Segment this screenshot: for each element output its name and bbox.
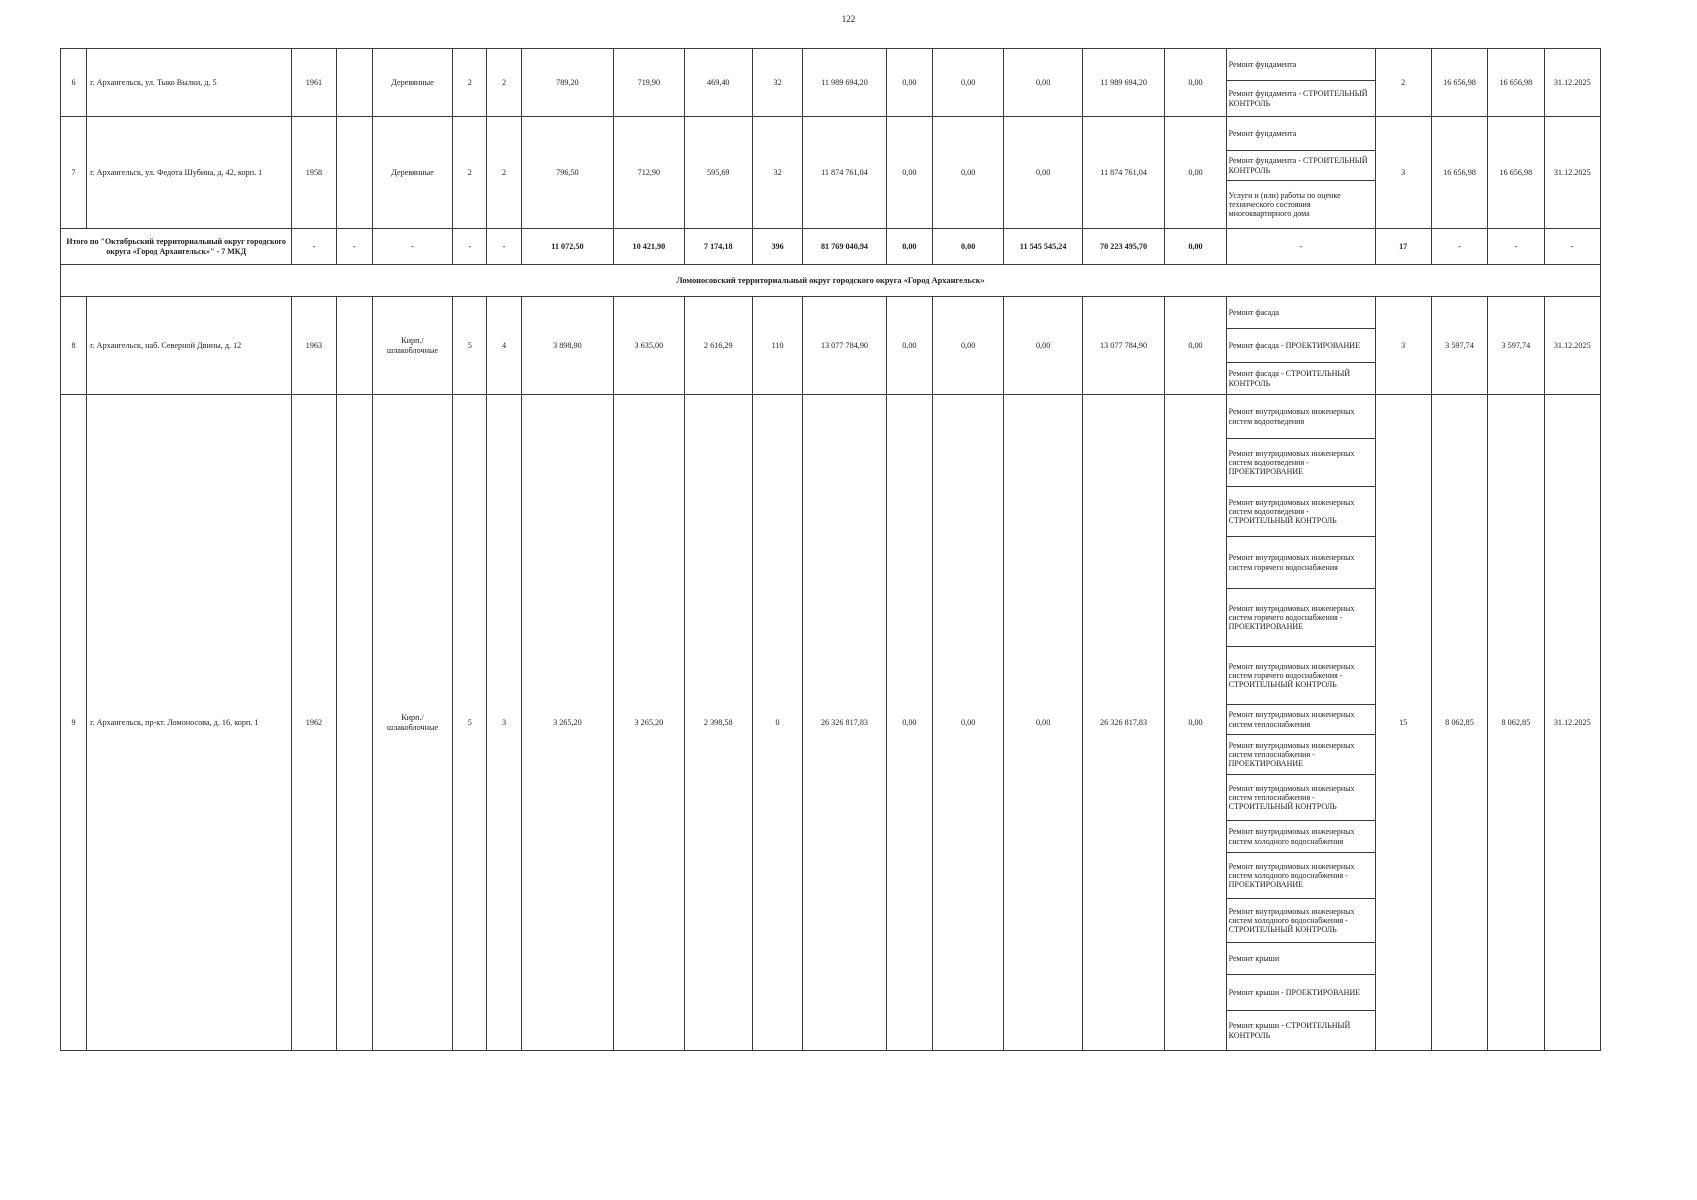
cell-residents: 32 [752, 49, 802, 117]
table-row [61, 49, 1601, 81]
total-unit-cost: - [1431, 229, 1487, 265]
cell-area-total: 3 265,20 [521, 395, 614, 1051]
total-year2: - [336, 229, 372, 265]
work-item: Ремонт крыши [1226, 943, 1375, 975]
cell-work-count: 15 [1375, 395, 1431, 1051]
cell-f4: 13 077 784,90 [1082, 297, 1164, 395]
cell-deadline: 31.12.2025 [1544, 49, 1601, 117]
total-walls: - [372, 229, 452, 265]
total-year: - [292, 229, 336, 265]
cell-f3: 0,00 [1004, 297, 1082, 395]
cell-area-living: 712,90 [614, 117, 684, 229]
cell-address: г. Архангельск, ул. Федота Шубина, д. 42, корп. 1 [87, 117, 292, 229]
cell-year2 [336, 117, 372, 229]
total-area-living: 10 421,90 [614, 229, 684, 265]
total-deadline: - [1544, 229, 1601, 265]
cell-residents: 110 [752, 297, 802, 395]
cell-walls: Кирп./ шлакоблочные [372, 297, 452, 395]
total-row [61, 229, 1601, 265]
cell-floors: 5 [453, 297, 487, 395]
cell-work-count: 2 [1375, 49, 1431, 117]
total-unit-max: - [1488, 229, 1544, 265]
cell-num: 6 [61, 49, 87, 117]
cell-address: г. Архангельск, наб. Северной Двины, д. 12 [87, 297, 292, 395]
total-area-total: 11 072,50 [521, 229, 614, 265]
total-f2: 0,00 [932, 229, 1003, 265]
cell-year2 [336, 297, 372, 395]
work-item: Ремонт внутридомовых инженерных систем водоотведения [1226, 395, 1375, 439]
cell-f5: 0,00 [1165, 49, 1226, 117]
work-item: Ремонт внутридомовых инженерных систем холодного водоснабжения - ПРОЕКТИРОВАНИЕ [1226, 853, 1375, 899]
cell-year: 1962 [292, 395, 336, 1051]
cell-f2: 0,00 [932, 117, 1003, 229]
cell-address: г. Архангельск, пр-кт. Ломоносова, д. 16, корп. 1 [87, 395, 292, 1051]
table-body-october [61, 49, 1601, 229]
cell-deadline: 31.12.2025 [1544, 117, 1601, 229]
cell-walls: Кирп./ шлакоблочные [372, 395, 452, 1051]
work-item: Ремонт внутридомовых инженерных систем теплоснабжения - СТРОИТЕЛЬНЫЙ КОНТРОЛЬ [1226, 775, 1375, 821]
total-cost: 81 769 040,94 [803, 229, 886, 265]
cell-area-owned: 595,69 [684, 117, 752, 229]
cell-f4: 26 326 817,83 [1082, 395, 1164, 1051]
total-f4: 70 223 495,70 [1082, 229, 1164, 265]
cell-deadline: 31.12.2025 [1544, 395, 1601, 1051]
work-item: Ремонт внутридомовых инженерных систем теплоснабжения - ПРОЕКТИРОВАНИЕ [1226, 735, 1375, 775]
cell-deadline: 31.12.2025 [1544, 297, 1601, 395]
work-item: Ремонт фундамента - СТРОИТЕЛЬНЫЙ КОНТРОЛЬ [1226, 81, 1375, 117]
total-f5: 0,00 [1165, 229, 1226, 265]
total-floors: - [453, 229, 487, 265]
total-label: Итого по "Октябрьский территориальный округ городского округа «Город Архангельск»" - 7 МКД [61, 229, 292, 265]
work-item: Ремонт фасада - ПРОЕКТИРОВАНИЕ [1226, 329, 1375, 363]
cell-f3: 0,00 [1004, 395, 1082, 1051]
cell-num: 9 [61, 395, 87, 1051]
cell-work-count: 3 [1375, 297, 1431, 395]
cell-unit-max: 3 597,74 [1488, 297, 1544, 395]
cell-f5: 0,00 [1165, 297, 1226, 395]
cell-f1: 0,00 [886, 395, 932, 1051]
cell-entrances: 2 [487, 117, 521, 229]
total-f3: 11 545 545,24 [1004, 229, 1082, 265]
cell-work-count: 3 [1375, 117, 1431, 229]
cell-area-owned: 469,40 [684, 49, 752, 117]
cell-unit-max: 8 062,85 [1488, 395, 1544, 1051]
work-item: Ремонт внутридомовых инженерных систем водоотведения - ПРОЕКТИРОВАНИЕ [1226, 439, 1375, 487]
cell-cost-total: 11 874 761,04 [803, 117, 886, 229]
work-item: Ремонт внутридомовых инженерных систем горячего водоснабжения - СТРОИТЕЛЬНЫЙ КОНТРОЛЬ [1226, 647, 1375, 705]
work-item: Ремонт фасада - СТРОИТЕЛЬНЫЙ КОНТРОЛЬ [1226, 363, 1375, 395]
cell-area-living: 719,90 [614, 49, 684, 117]
capital-repair-table [60, 48, 1601, 1051]
table-body-lomonosov [61, 297, 1601, 1051]
cell-cost-total: 13 077 784,90 [803, 297, 886, 395]
cell-area-living: 3 635,00 [614, 297, 684, 395]
cell-area-total: 789,20 [521, 49, 614, 117]
cell-unit-cost: 16 656,98 [1431, 117, 1487, 229]
district-header-row [61, 265, 1601, 297]
cell-f1: 0,00 [886, 49, 932, 117]
work-item: Ремонт внутридомовых инженерных систем холодного водоснабжения [1226, 821, 1375, 853]
work-item: Ремонт крыши - ПРОЕКТИРОВАНИЕ [1226, 975, 1375, 1011]
cell-f4: 11 874 761,04 [1082, 117, 1164, 229]
total-work-count: 17 [1375, 229, 1431, 265]
cell-floors: 2 [453, 49, 487, 117]
work-item: Ремонт внутридомовых инженерных систем горячего водоснабжения [1226, 537, 1375, 589]
total-area-owned: 7 174,18 [684, 229, 752, 265]
cell-unit-max: 16 656,98 [1488, 117, 1544, 229]
cell-f3: 0,00 [1004, 49, 1082, 117]
total-entrances: - [487, 229, 521, 265]
cell-area-living: 3 265,20 [614, 395, 684, 1051]
cell-walls: Деревянные [372, 49, 452, 117]
cell-unit-max: 16 656,98 [1488, 49, 1544, 117]
work-item: Ремонт фундамента [1226, 117, 1375, 151]
work-item: Ремонт фундамента - СТРОИТЕЛЬНЫЙ КОНТРОЛЬ [1226, 151, 1375, 181]
cell-year: 1961 [292, 49, 336, 117]
cell-f1: 0,00 [886, 297, 932, 395]
cell-num: 7 [61, 117, 87, 229]
cell-unit-cost: 16 656,98 [1431, 49, 1487, 117]
table-row [61, 395, 1601, 439]
cell-floors: 2 [453, 117, 487, 229]
table-body-total [61, 229, 1601, 297]
cell-address: г. Архангельск, ул. Тыко Вылки, д. 5 [87, 49, 292, 117]
table-row [61, 117, 1601, 151]
cell-f4: 11 989 694,20 [1082, 49, 1164, 117]
work-item: Ремонт внутридомовых инженерных систем холодного водоснабжения - СТРОИТЕЛЬНЫЙ КОНТРОЛЬ [1226, 899, 1375, 943]
cell-area-owned: 2 398,58 [684, 395, 752, 1051]
cell-walls: Деревянные [372, 117, 452, 229]
work-item: Ремонт внутридомовых инженерных систем водоотведения - СТРОИТЕЛЬНЫЙ КОНТРОЛЬ [1226, 487, 1375, 537]
cell-floors: 5 [453, 395, 487, 1051]
total-f1: 0,00 [886, 229, 932, 265]
cell-area-total: 3 898,90 [521, 297, 614, 395]
total-residents: 396 [752, 229, 802, 265]
work-item: Ремонт внутридомовых инженерных систем горячего водоснабжения - ПРОЕКТИРОВАНИЕ [1226, 589, 1375, 647]
cell-cost-total: 26 326 817,83 [803, 395, 886, 1051]
work-item: Ремонт внутридомовых инженерных систем теплоснабжения [1226, 705, 1375, 735]
cell-unit-cost: 8 062,85 [1431, 395, 1487, 1051]
cell-f1: 0,00 [886, 117, 932, 229]
cell-f5: 0,00 [1165, 117, 1226, 229]
cell-entrances: 2 [487, 49, 521, 117]
cell-area-total: 796,50 [521, 117, 614, 229]
cell-f3: 0,00 [1004, 117, 1082, 229]
cell-cost-total: 11 989 694,20 [803, 49, 886, 117]
district-header: Ломоносовский территориальный округ городского округа «Город Архангельск» [61, 265, 1601, 297]
work-item: Ремонт фасада [1226, 297, 1375, 329]
cell-f2: 0,00 [932, 395, 1003, 1051]
cell-num: 8 [61, 297, 87, 395]
table-row [61, 297, 1601, 329]
work-item: Ремонт крыши - СТРОИТЕЛЬНЫЙ КОНТРОЛЬ [1226, 1011, 1375, 1051]
cell-residents: 32 [752, 117, 802, 229]
cell-entrances: 4 [487, 297, 521, 395]
cell-year2 [336, 49, 372, 117]
cell-f5: 0,00 [1165, 395, 1226, 1051]
work-item: Ремонт фундамента [1226, 49, 1375, 81]
cell-year2 [336, 395, 372, 1051]
cell-f2: 0,00 [932, 49, 1003, 117]
cell-year: 1958 [292, 117, 336, 229]
page-number: 122 [841, 14, 856, 24]
cell-unit-cost: 3 597,74 [1431, 297, 1487, 395]
work-item: Услуги и (или) работы по оценке технического состояния многоквартирного дома [1226, 181, 1375, 229]
cell-f2: 0,00 [932, 297, 1003, 395]
cell-year: 1963 [292, 297, 336, 395]
cell-residents: 0 [752, 395, 802, 1051]
total-works: - [1226, 229, 1375, 265]
cell-area-owned: 2 616,29 [684, 297, 752, 395]
cell-entrances: 3 [487, 395, 521, 1051]
